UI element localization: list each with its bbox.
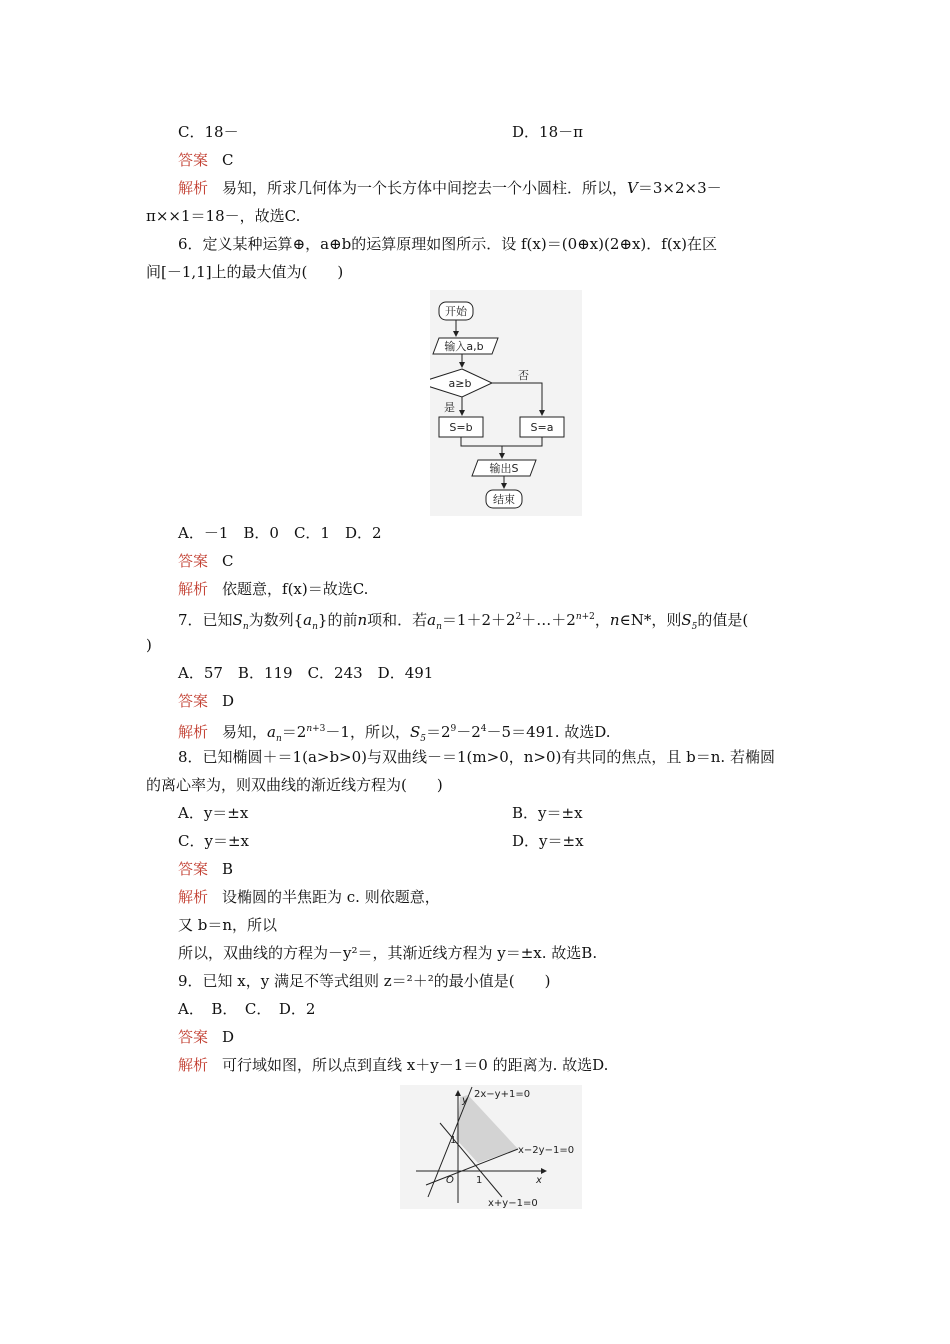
q5-answer	[178, 150, 234, 170]
q7-stem-part: 的值是(	[697, 611, 749, 629]
axis-x-label: x	[536, 1175, 542, 1186]
feasible-region-graph	[400, 1085, 582, 1209]
analysis-label: 解析	[178, 179, 209, 197]
analysis-text: －2	[456, 723, 481, 741]
q5-option-d: D．18－π	[512, 123, 583, 141]
q9-answer	[178, 1027, 234, 1047]
flow-no-label: 否	[518, 369, 529, 382]
q7-stem-part: ∈N*，则	[619, 611, 682, 629]
q7-stem-part: ，	[594, 611, 610, 629]
q7-stem-part: 为数列{	[248, 611, 304, 629]
answer-value: C	[222, 552, 234, 570]
q9-options: A． B． C． D．2	[178, 1000, 316, 1018]
var-S5: $S_5$	[681, 611, 698, 632]
analysis-label: 解析	[178, 888, 209, 906]
flowchart	[430, 290, 582, 516]
q6-options: A．－1 B．0 C．1 D．2	[178, 524, 382, 542]
flow-decision-label: a≥b	[448, 377, 472, 390]
q7-stem-line1: 7．已知$S_n$为数列$\{a_n\}$的前n项和．若$a_n=1+2+2^2+\dots+2^{n+2}$，n∈N*，则$S_5$的值是(	[178, 611, 749, 632]
var-a: $a_n$	[303, 611, 318, 632]
axis-y-label: y	[462, 1095, 468, 1106]
analysis-text: 可行域如图，所以点到直线 x＋y－1＝0 的距离为. 故选D.	[222, 1056, 609, 1074]
q5-option-c: C．18－	[178, 123, 239, 141]
q8-option-d: D．y＝±x	[512, 832, 584, 850]
var-a: $a_n$	[427, 611, 442, 632]
analysis-label: 解析	[178, 723, 209, 741]
analysis-text: 易知，所求几何体为一个长方体中间挖去一个小圆柱．所以，	[222, 179, 628, 197]
answer-label: 答案	[178, 692, 209, 710]
analysis-text: －1，所以，	[325, 723, 410, 741]
q5-analysis-line2: π××1＝18－，故选C.	[146, 207, 301, 225]
q8-option-a: A．y＝±x	[178, 804, 249, 822]
flow-right-label: S=a	[530, 421, 554, 434]
flow-yes-label: 是	[444, 401, 455, 414]
q7-stem-line2: )	[146, 636, 152, 654]
analysis-text: －5＝491. 故选D.	[486, 723, 611, 741]
answer-value: D	[222, 1028, 235, 1046]
q6-stem-line2: 间[－1,1]上的最大值为( )	[146, 263, 344, 281]
analysis-text: ＝2	[425, 723, 451, 741]
var-S5: $S_5$	[409, 723, 426, 744]
analysis-label: 解析	[178, 580, 209, 598]
tick-y-label: 1	[450, 1135, 457, 1146]
q7-analysis: 解析 易知，$a_n=2^{n+3}-1$，所以，$S_5=2^9-2^4-5=491$. 故选D.	[178, 723, 611, 744]
q8-analysis-line1	[178, 887, 440, 907]
q6-stem-line1: 6．定义某种运算⊕，a⊕b的运算原理如图所示．设 f(x)＝(0⊕x)(2⊕x)．f(x)在区	[178, 235, 717, 253]
answer-label: 答案	[178, 552, 209, 570]
q8-analysis-line2: 又 b＝n，所以	[178, 916, 278, 934]
q7-options: A．57 B．119 C．243 D．491	[178, 664, 434, 682]
var-n: n	[609, 611, 620, 629]
q7-stem-part: 项和．若	[367, 611, 428, 629]
q7-stem-part: }的前	[317, 611, 358, 629]
q9-stem: 9．已知 x，y 满足不等式组则 z＝²＋²的最小值是( )	[178, 972, 551, 990]
q6-answer	[178, 551, 234, 571]
analysis-label: 解析	[178, 1056, 209, 1074]
analysis-text-tail: ＝3×2×3－	[637, 179, 722, 197]
q8-analysis-line3: 所以，双曲线的方程为－y²＝，其渐近线方程为 y＝±x. 故选B.	[178, 944, 598, 962]
origin-label: O	[446, 1175, 454, 1186]
flow-input-label: 输入a,b	[444, 340, 484, 353]
analysis-text: 易知，	[222, 723, 268, 741]
q5-analysis-line1	[178, 178, 722, 198]
q8-stem-line2: 的离心率为，则双曲线的渐近线方程为( )	[146, 776, 443, 794]
q8-option-c: C．y＝±x	[178, 832, 249, 850]
q8-stem-line1: 8．已知椭圆＋＝1(a>b>0)与双曲线－＝1(m>0，n>0)有共同的焦点，且 b＝n. 若椭圆	[178, 748, 775, 766]
analysis-text: ＝2	[281, 723, 307, 741]
answer-value: D	[222, 692, 235, 710]
analysis-text: 设椭圆的半焦距为 c. 则依题意，	[222, 888, 440, 906]
q7-stem-part: ＋…＋2	[521, 611, 576, 629]
flow-end-label: 结束	[493, 493, 515, 506]
label-line1: 2x−y+1=0	[474, 1089, 531, 1100]
q9-analysis	[178, 1055, 608, 1075]
var-S: $S_n$	[232, 611, 249, 632]
q8-answer	[178, 859, 233, 879]
answer-label: 答案	[178, 151, 209, 169]
analysis-var: V	[627, 179, 638, 197]
tick-x-label: 1	[476, 1175, 483, 1186]
answer-label: 答案	[178, 1028, 209, 1046]
var-n: n	[357, 611, 368, 629]
q7-stem-part: ＝1＋2＋2	[441, 611, 516, 629]
flow-start-label: 开始	[445, 305, 467, 318]
analysis-text: 依题意，f(x)＝故选C.	[222, 580, 369, 598]
answer-label: 答案	[178, 860, 209, 878]
q6-analysis	[178, 579, 368, 599]
var-a: $a_n$	[267, 723, 282, 744]
answer-value: B	[222, 860, 234, 878]
q7-stem-part: 7．已知	[178, 611, 233, 629]
q8-option-b: B．y＝±x	[512, 804, 583, 822]
label-line3: x+y−1=0	[488, 1198, 538, 1209]
flow-left-label: S=b	[449, 421, 473, 434]
q7-answer	[178, 691, 234, 711]
answer-value: C	[222, 151, 234, 169]
label-line2: x−2y−1=0	[518, 1145, 575, 1156]
flow-output-label: 输出S	[489, 462, 519, 475]
